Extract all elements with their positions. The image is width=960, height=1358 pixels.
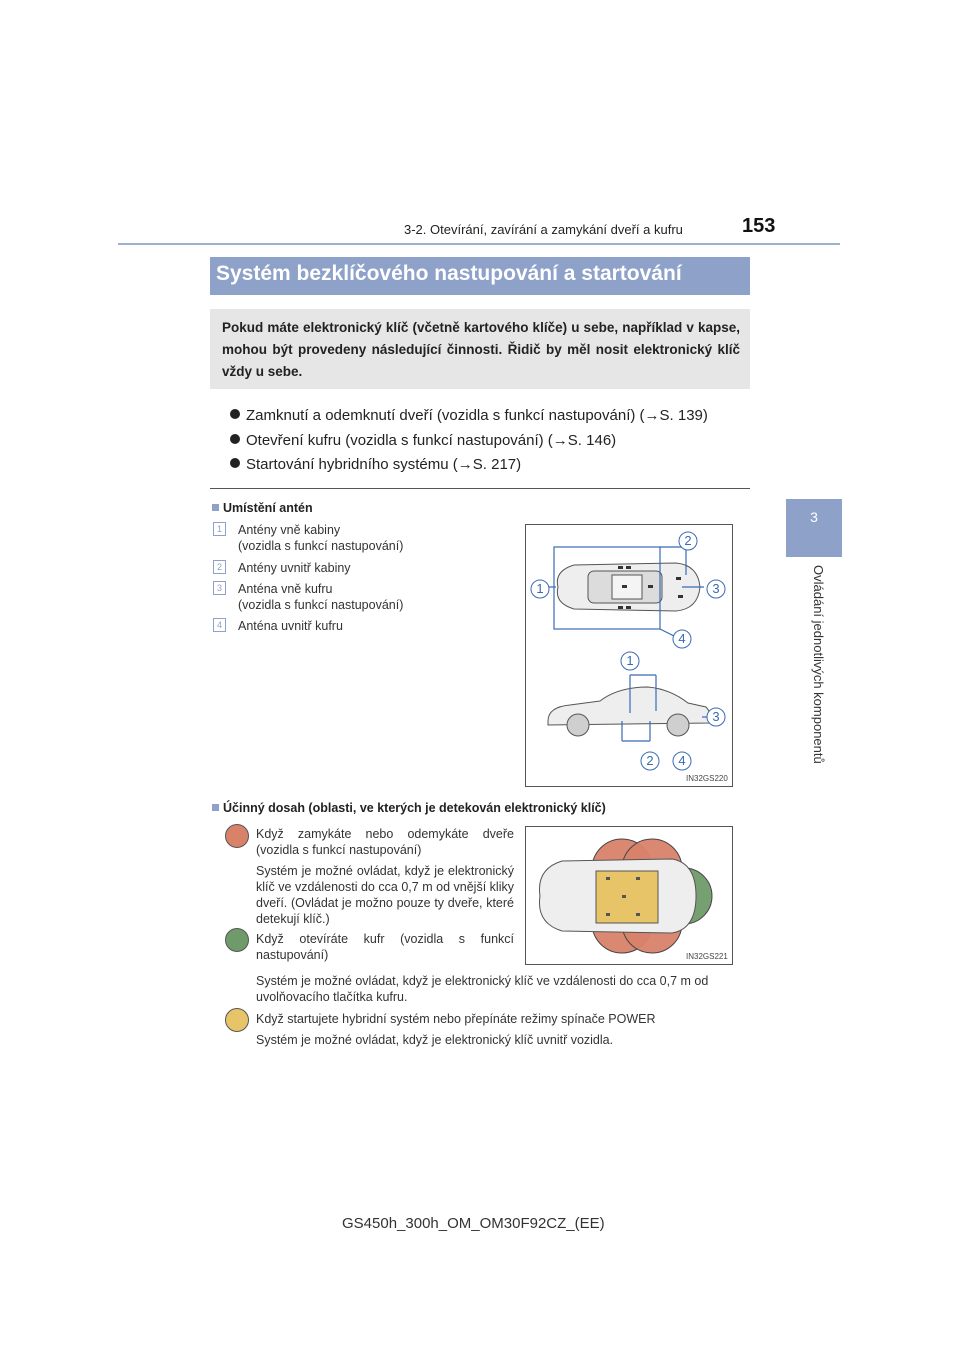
bullet-dot-icon xyxy=(230,409,240,419)
square-bullet-icon xyxy=(212,504,219,511)
antenna-figure xyxy=(525,524,733,787)
antenna-num: 3 xyxy=(213,581,226,595)
antenna-num: 2 xyxy=(213,560,226,574)
antenna-num: 4 xyxy=(213,618,226,632)
interior-range-key-icon xyxy=(225,1008,249,1032)
figure-code: IN32GS221 xyxy=(686,952,728,961)
bullet-dot-icon xyxy=(230,434,240,444)
antenna-heading: Umístění antén xyxy=(212,501,313,515)
range-item-desc: Systém je možné ovládat, když je elektronický klíč ve vzdálenosti do cca 0,7 m od uvolňovacího tlačítka kufru. xyxy=(256,974,709,1004)
running-header: 3-2. Otevírání, zavírání a zamykání dveří a kufru xyxy=(404,222,683,237)
range-item-title: Když otevíráte kufr (vozidla s funkcí nastupování) xyxy=(256,932,514,962)
car-top-view-icon xyxy=(557,563,700,611)
doors-range-key-icon xyxy=(225,824,249,848)
interior-zone xyxy=(596,871,658,923)
callout-label: 2 xyxy=(684,533,692,548)
section-separator xyxy=(210,488,750,489)
antenna-label: Antény uvnitř kabiny xyxy=(238,561,351,575)
footer-code: GS450h_300h_OM_OM30F92CZ_(EE) xyxy=(342,1215,605,1232)
figure-code: IN32GS220 xyxy=(686,774,728,783)
intro-text: Pokud máte elektronický klíč (včetně kartového klíče) u sebe, například v kapse, mohou být provedeny následující činnosti. Řidič by měl nosit elektronický klíč vždy u sebe. xyxy=(222,320,740,379)
car-antenna-illustration xyxy=(526,525,732,786)
antenna-label: Anténa uvnitř kufru xyxy=(238,619,343,633)
page-number: 153 xyxy=(742,215,776,237)
bullet-item: Otevření kufru (vozidla s funkcí nastupování) (→S. 146) xyxy=(230,432,616,449)
bullet-item: Startování hybridního systému (→S. 217) xyxy=(230,456,521,473)
antenna-num: 1 xyxy=(213,522,226,536)
range-item-desc: Systém je možné ovládat, když je elektronický klíč ve vzdálenosti do cca 0,7 m od vnější kliky dveří. (Ovládat je možno pouze ty dveře, které detekují klíč.) xyxy=(256,864,514,926)
chapter-number: 3 xyxy=(810,509,818,525)
callout-label: 3 xyxy=(712,581,720,596)
range-item-title: Když zamykáte nebo odemykáte dveře (vozidla s funkcí nastupování) xyxy=(256,827,514,857)
car-range-illustration xyxy=(526,827,732,964)
callout-label: 1 xyxy=(626,653,634,668)
bullet-item: Zamknutí a odemknutí dveří (vozidla s funkcí nastupování) (→S. 139) xyxy=(230,407,708,424)
callout-label: 3 xyxy=(712,709,720,724)
callout-label: 4 xyxy=(678,753,686,768)
header-rule xyxy=(118,243,840,245)
trunk-range-key-icon xyxy=(225,928,249,952)
range-item-title: Když startujete hybridní systém nebo přepínáte režimy spínače POWER xyxy=(256,1012,656,1026)
bullet-dot-icon xyxy=(230,458,240,468)
range-heading: Účinný dosah (oblasti, ve kterých je detekován elektronický klíč) xyxy=(212,801,606,815)
callout-label: 2 xyxy=(646,753,654,768)
callout-label: 1 xyxy=(536,581,544,596)
range-figure xyxy=(525,826,733,965)
car-side-view-icon xyxy=(548,687,711,736)
antenna-label: Antény vně kabiny (vozidla s funkcí nastupování) xyxy=(238,523,404,553)
chapter-tab xyxy=(786,499,842,557)
range-item-desc: Systém je možné ovládat, když je elektronický klíč uvnitř vozidla. xyxy=(256,1033,614,1047)
chapter-title: Ovládání jednotlivých komponentů xyxy=(811,565,826,764)
callout-label: 4 xyxy=(678,631,686,646)
page-title: Systém bezklíčového nastupování a startování xyxy=(216,262,682,285)
antenna-label: Anténa vně kufru (vozidla s funkcí nastupování) xyxy=(238,582,404,612)
square-bullet-icon xyxy=(212,804,219,811)
